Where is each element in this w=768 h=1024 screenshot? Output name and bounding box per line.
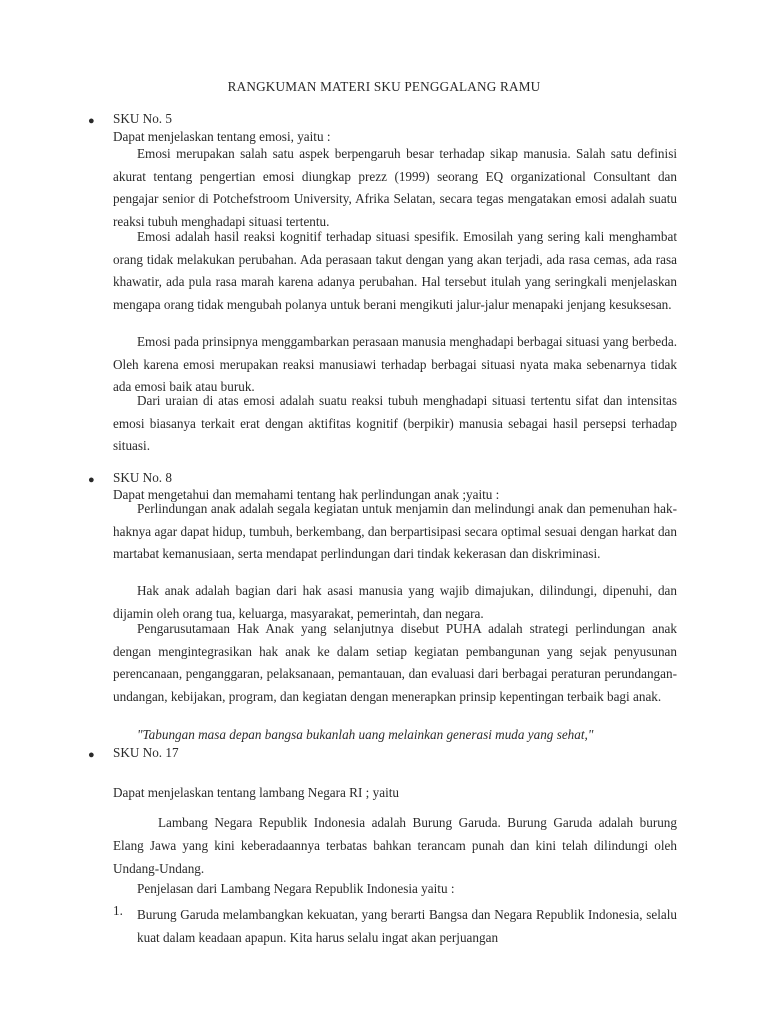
sku5-paragraph-3: Emosi pada prinsipnya menggambarkan perasaan manusia menghadapi berbagai situasi yang berbeda. Oleh karena emosi merupakan reaksi manusiawi terhadap berbagai situasi nyata maka sebenarnya tidak ada emosi baik atau buruk. (113, 334, 677, 394)
sku8-quote: "Tabungan masa depan bangsa bukanlah uang melainkan generasi muda yang sehat," (137, 727, 594, 742)
sku8-paragraph-1: Perlindungan anak adalah segala kegiatan untuk menjamin dan melindungi anak dan pemenuhan hak-haknya agar dapat hidup, tumbuh, berkembang, dan berpartisipasi secara optimal sesuai dengan harkat dan martabat kemanusiaan, serta mendapat perlindungan dari tindak kekerasan dan diskriminasi. (113, 501, 677, 561)
sku17-paragraph-1: Lambang Negara Republik Indonesia adalah Burung Garuda. Burung Garuda adalah burung Elang Jawa yang kini keberadaannya terbatas bahkan terancam punah dan kini telah dilindungi oleh Undang-Undang. (113, 815, 677, 876)
sku5-intro: Dapat menjelaskan tentang emosi, yaitu : (113, 129, 331, 144)
sku17-intro: Dapat menjelaskan tentang lambang Negara RI ; yaitu (113, 785, 399, 800)
sku5-heading: SKU No. 5 (113, 111, 172, 126)
sku5-paragraph-2: Emosi adalah hasil reaksi kognitif terhadap situasi spesifik. Emosilah yang sering kali menghambat orang tidak melakukan perubahan. Ada perasaan takut dengan yang akan terjadi, ada rasa cemas, ada rasa khawatir, ada pula rasa marah karena adanya perubahan. Hal tersebut itulah yang seringkali menjelaskan mengapa orang tidak mengubah polanya untuk berani mengikuti jalur-jalur menapaki jenjang kesuksesan. (113, 229, 677, 312)
sku5-paragraph-1: Emosi merupakan salah satu aspek berpengaruh besar terhadap sikap manusia. Salah satu definisi akurat tentang pengertian emosi diungkap prezz (1999) seorang EQ organizational Consultant dan pengajar senior di Potchefstroom University, Afrika Selatan, secara tegas mengatakan emosi adalah suatu reaksi tubuh menghadapi situasi tertentu. (113, 146, 677, 229)
sku8-heading: SKU No. 8 (113, 470, 172, 485)
document-title: RANGKUMAN MATERI SKU PENGGALANG RAMU (227, 79, 541, 94)
list-item-number: 1. (113, 903, 123, 918)
sku17-heading: SKU No. 17 (113, 745, 179, 760)
sku8-paragraph-3: Pengarusutamaan Hak Anak yang selanjutnya disebut PUHA adalah strategi perlindungan anak dengan mengintegrasikan hak anak ke dalam setiap kegiatan pembangunan yang sejak penyusunan perencanaan, penganggaran, pelaksanaan, pemantauan, dan evaluasi dari berbagai peraturan perundangan-undangan, kebijakan, program, dan kegiatan dengan menerapkan prinsip kepentingan terbaik bagi anak. (113, 621, 677, 704)
sku8-paragraph-2: Hak anak adalah bagian dari hak asasi manusia yang wajib dimajukan, dilindungi, dipenuhi, dan dijamin oleh orang tua, keluarga, masyarakat, pemerintah, dan negara. (113, 583, 677, 621)
bullet-sku17: ● (88, 749, 95, 761)
list-item-text: Burung Garuda melambangkan kekuatan, yang berarti Bangsa dan Negara Republik Indonesia, selalu kuat dalam keadaan apapun. Kita harus selalu ingat akan perjuangan (137, 907, 677, 945)
sku5-paragraph-4: Dari uraian di atas emosi adalah suatu reaksi tubuh menghadapi situasi tertentu sifat dan intensitas emosi biasanya terkait erat dengan aktifitas kognitif (berpikir) manusia sebagai hasil persepsi terhadap situasi. (113, 393, 677, 453)
sku17-paragraph-2: Penjelasan dari Lambang Negara Republik Indonesia yaitu : (137, 881, 455, 896)
bullet-sku8: ● (88, 474, 95, 486)
bullet-sku5: ● (88, 115, 95, 127)
sku8-intro: Dapat mengetahui dan memahami tentang hak perlindungan anak ;yaitu : (113, 487, 500, 502)
